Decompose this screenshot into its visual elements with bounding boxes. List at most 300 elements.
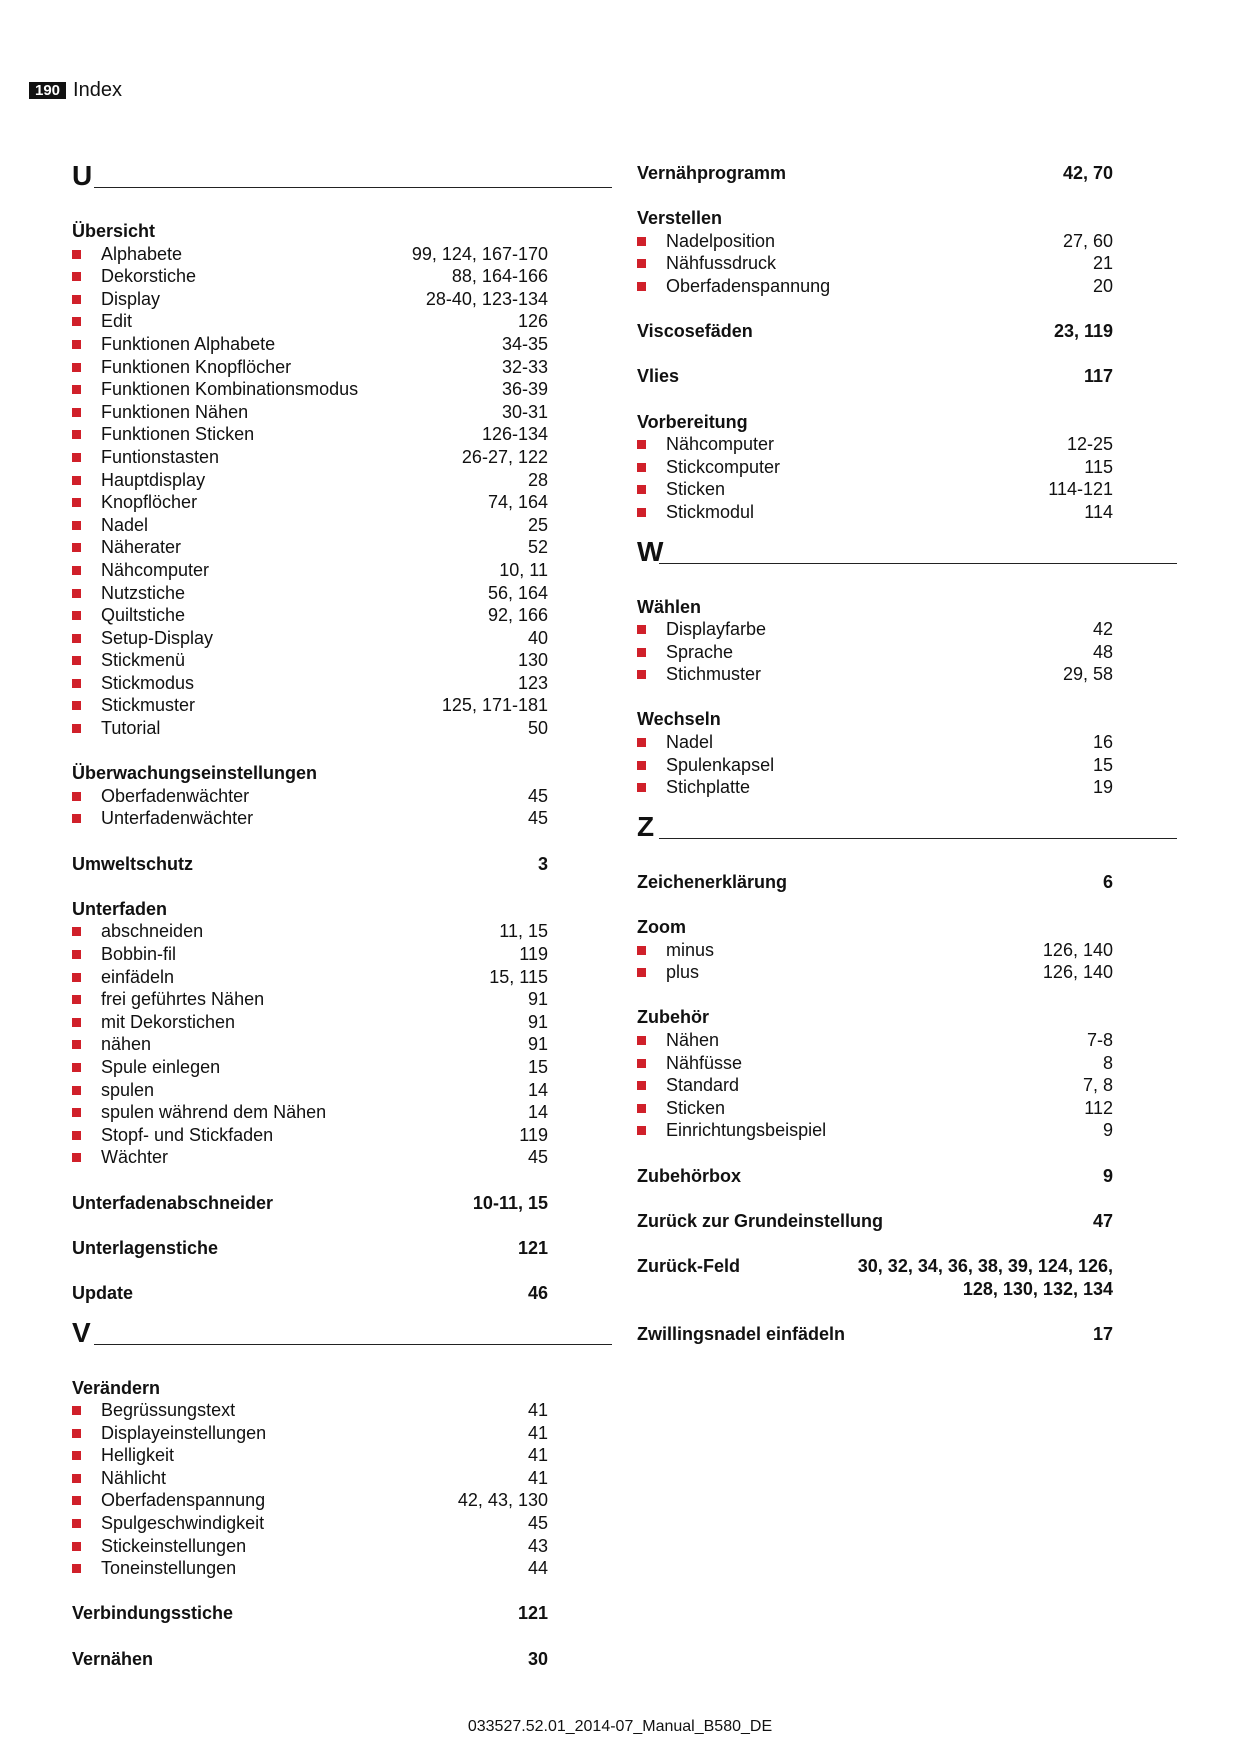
subentry-pages: 28: [527, 469, 548, 490]
subentry-label: nähen: [101, 1034, 152, 1055]
subentry-pages: 14: [527, 1102, 548, 1123]
bullet-square-icon: [72, 566, 81, 575]
subentry-pages: 88, 164-166: [451, 266, 548, 287]
subentry-label: Sticken: [666, 1097, 726, 1118]
subentry-pages: 48: [1092, 641, 1113, 662]
index-subentry: [72, 559, 548, 582]
letter-heading-z: [637, 810, 1177, 842]
bullet-square-icon: [72, 1086, 81, 1095]
subentry-label: Einrichtungsbeispiel: [666, 1120, 827, 1141]
subentry-label: Alphabete: [101, 243, 183, 264]
index-subentry: [72, 423, 548, 446]
bullet-square-icon: [72, 1564, 81, 1573]
subentry-pages: 43: [527, 1535, 548, 1556]
subentry-pages: 7-8: [1086, 1030, 1113, 1050]
index-subentry: [637, 433, 1113, 456]
bullet-square-icon: [637, 1104, 646, 1113]
index-subentry: [637, 252, 1113, 275]
subentry-pages: 45: [527, 1513, 548, 1534]
index-subentry: [637, 501, 1113, 524]
subentry-label: Nählicht: [101, 1467, 167, 1488]
subentry-pages: 21: [1092, 253, 1113, 274]
subentry-label: Näherater: [101, 537, 182, 558]
index-subentry: [637, 1029, 1113, 1052]
bullet-square-icon: [637, 1126, 646, 1135]
letter-heading-w: [637, 535, 1177, 567]
letter-rule: [94, 187, 612, 188]
subentry-label: frei geführtes Nähen: [101, 989, 265, 1010]
subentry-pages: 34-35: [501, 333, 548, 354]
subentry-label: Stichplatte: [666, 777, 751, 798]
index-subentry: [72, 1557, 548, 1580]
entry-title: Verbindungsstiche: [72, 1603, 234, 1624]
entry-title: Unterfadenabschneider: [72, 1192, 274, 1213]
bullet-square-icon: [72, 589, 81, 598]
subentry-label: Spulgeschwindigkeit: [101, 1513, 265, 1534]
index-subentry: [72, 446, 548, 469]
subentry-label: Funktionen Kombinationsmodus: [101, 379, 359, 400]
bullet-square-icon: [72, 476, 81, 485]
page-number: 190: [29, 82, 66, 99]
entry-wechseln: [637, 708, 1177, 798]
subentry-pages: 40: [527, 627, 548, 648]
index-subentry: [637, 776, 1113, 799]
bullet-square-icon: [72, 1519, 81, 1528]
bullet-square-icon: [72, 543, 81, 552]
entry-pages: 121: [517, 1237, 548, 1258]
subentry-label: spulen während dem Nähen: [101, 1102, 327, 1123]
sublist: [637, 618, 1177, 686]
subentry-pages: 119: [519, 1124, 548, 1145]
bullet-square-icon: [72, 634, 81, 643]
sublist: [72, 1399, 612, 1580]
entry-pages: 121: [517, 1603, 548, 1624]
subentry-pages: 15: [1092, 754, 1113, 775]
index-subentry: [72, 943, 548, 966]
letter-rule: [94, 1344, 612, 1345]
entry-pages: 23, 119: [1053, 321, 1113, 342]
entry-pages-line2: 128, 130, 132, 134: [962, 1278, 1113, 1299]
subentry-pages: 56, 164: [487, 582, 548, 603]
bullet-square-icon: [637, 237, 646, 246]
subentry-pages: 28-40, 123-134: [425, 288, 548, 309]
subentry-label: Stickeinstellungen: [101, 1535, 247, 1556]
entry-verstellen: [637, 207, 1177, 297]
subentry-pages: 119: [519, 944, 548, 964]
entry-vorbereitung: [637, 411, 1177, 524]
subentry-label: Nähfussdruck: [666, 253, 777, 274]
subentry-label: Funktionen Alphabete: [101, 333, 276, 354]
entry-title: Übersicht: [72, 221, 156, 241]
bullet-square-icon: [72, 1153, 81, 1162]
bullet-square-icon: [637, 463, 646, 472]
subentry-label: Hauptdisplay: [101, 469, 206, 490]
index-subentry: [637, 731, 1113, 754]
entry-title: Verändern: [72, 1377, 161, 1398]
entry-zurueck-grundeinstellung: [637, 1210, 1177, 1233]
subentry-label: Dekorstiche: [101, 266, 197, 287]
entry-title: Zurück zur Grundeinstellung: [637, 1210, 884, 1231]
subentry-label: Sprache: [666, 641, 734, 662]
subentry-pages: 12-25: [1066, 434, 1113, 455]
bullet-square-icon: [72, 453, 81, 462]
bullet-square-icon: [72, 1040, 81, 1049]
subentry-pages: 45: [527, 1147, 548, 1168]
subentry-label: Standard: [666, 1075, 740, 1096]
index-subentry: [72, 1079, 548, 1102]
subentry-pages: 44: [527, 1558, 548, 1579]
subentry-pages: 99, 124, 167-170: [411, 243, 548, 264]
index-subentry: [72, 401, 548, 424]
index-subentry: [72, 1146, 548, 1169]
subentry-pages: 42: [1092, 619, 1113, 640]
index-subentry: [72, 1422, 548, 1445]
subentry-label: Oberfadenwächter: [101, 785, 250, 806]
subentry-pages: 91: [527, 989, 548, 1010]
entry-vlies: [637, 365, 1177, 388]
bullet-square-icon: [637, 1036, 646, 1045]
entry-title: Viscosefäden: [637, 321, 753, 342]
entry-title: Überwachungseinstellungen: [72, 763, 318, 784]
subentry-label: Sticken: [666, 479, 726, 500]
entry-title: Zeichenerklärung: [637, 871, 788, 892]
subentry-label: mit Dekorstichen: [101, 1011, 236, 1032]
entry-zubehoer: [637, 1006, 1177, 1142]
sublist: [72, 243, 612, 740]
entry-update: [72, 1282, 612, 1305]
bullet-square-icon: [637, 282, 646, 291]
entry-veraendern: [72, 1377, 612, 1580]
subentry-pages: 25: [527, 514, 548, 535]
subentry-label: Funktionen Nähen: [101, 401, 249, 422]
sublist: [72, 920, 612, 1169]
bullet-square-icon: [72, 1474, 81, 1483]
entry-zurueck-feld: [637, 1255, 1177, 1300]
subentry-label: Stichmuster: [666, 664, 762, 685]
subentry-pages: 27, 60: [1062, 230, 1113, 251]
subentry-label: Helligkeit: [101, 1445, 175, 1466]
entry-unterfaden: [72, 898, 612, 1169]
subentry-pages: 74, 164: [487, 492, 548, 513]
subentry-pages: 41: [527, 1445, 548, 1466]
subentry-label: Nadel: [101, 514, 149, 535]
subentry-label: Nadelposition: [666, 230, 776, 251]
letter-heading-u: [72, 162, 612, 190]
index-subentry: [637, 1119, 1113, 1142]
subentry-label: Stickmuster: [101, 695, 196, 716]
subentry-label: Displayfarbe: [666, 619, 767, 640]
subentry-pages: 126, 140: [1042, 939, 1113, 960]
subentry-pages: 125, 171-181: [441, 695, 548, 716]
subentry-pages: 45: [527, 808, 548, 829]
footer-doc-id: 033527.52.01_2014-07_Manual_B580_DE: [467, 1718, 773, 1735]
index-subentry: [72, 356, 548, 379]
subentry-label: Oberfadenspannung: [666, 275, 831, 296]
subentry-label: Stickmenü: [101, 650, 186, 671]
bullet-square-icon: [72, 927, 81, 936]
entry-title: Unterlagenstiche: [72, 1237, 219, 1258]
entry-pages: 3: [537, 853, 548, 874]
entry-title: Vernähen: [72, 1648, 154, 1669]
subentry-pages: 32-33: [501, 356, 548, 377]
index-subentry: [637, 961, 1113, 984]
subentry-pages: 15, 115: [489, 966, 548, 987]
bullet-square-icon: [72, 950, 81, 959]
entry-zubehoerbox: [637, 1165, 1177, 1188]
subentry-pages: 114-121: [1048, 479, 1113, 500]
entry-title: Zubehör: [637, 1007, 709, 1028]
bullet-square-icon: [72, 1542, 81, 1551]
index-subentry: [637, 754, 1113, 777]
subentry-label: Funktionen Sticken: [101, 424, 255, 445]
bullet-square-icon: [72, 272, 81, 281]
bullet-square-icon: [637, 508, 646, 517]
index-subentry: [72, 966, 548, 989]
subentry-pages: 91: [527, 1034, 548, 1055]
index-subentry: [637, 641, 1113, 664]
index-subentry: [637, 1052, 1113, 1075]
index-subentry: [72, 1124, 548, 1147]
subentry-pages: 16: [1092, 732, 1113, 753]
index-subentry: [637, 478, 1113, 501]
index-subentry: [72, 469, 548, 492]
subentry-pages: 52: [527, 537, 548, 558]
index-subentry: [72, 1489, 548, 1512]
bullet-square-icon: [72, 295, 81, 304]
entry-pages: 42, 70: [1062, 163, 1113, 183]
entry-title: Verstellen: [637, 208, 723, 229]
index-subentry: [72, 1056, 548, 1079]
index-subentry: [72, 243, 548, 266]
subentry-pages: 114: [1084, 501, 1113, 522]
subentry-label: Wächter: [101, 1147, 169, 1168]
subentry-pages: 11, 15: [499, 921, 548, 942]
index-subentry: [72, 536, 548, 559]
entry-zeichenerklaerung: [637, 871, 1177, 894]
bullet-square-icon: [72, 792, 81, 801]
subentry-pages: 42, 43, 130: [457, 1490, 548, 1511]
letter-v: V: [72, 1316, 91, 1348]
subentry-pages: 91: [527, 1011, 548, 1032]
index-subentry: [72, 807, 548, 830]
entry-title: Zwillingsnadel einfädeln: [637, 1323, 846, 1344]
subentry-pages: 123: [517, 672, 548, 693]
bullet-square-icon: [637, 1059, 646, 1068]
subentry-pages: 45: [527, 785, 548, 806]
index-subentry: [72, 1512, 548, 1535]
subentry-pages: 29, 58: [1062, 664, 1113, 685]
entry-viscosefaeden: [637, 320, 1177, 343]
entry-waehlen: [637, 596, 1177, 686]
index-subentry: [72, 1399, 548, 1422]
bullet-square-icon: [72, 250, 81, 259]
subentry-pages: 41: [527, 1400, 548, 1421]
page-title: Index: [73, 78, 122, 101]
index-subentry: [72, 988, 548, 1011]
sublist: [637, 1029, 1177, 1142]
index-subentry: [72, 1444, 548, 1467]
entry-pages: 9: [1102, 1165, 1113, 1186]
index-subentry: [72, 1467, 548, 1490]
entry-title: Zurück-Feld: [637, 1255, 741, 1276]
entry-title: Vlies: [637, 366, 680, 387]
subentry-label: Spulenkapsel: [666, 754, 775, 775]
sublist: [72, 785, 612, 830]
index-column-right: [637, 162, 1177, 1368]
bullet-square-icon: [72, 724, 81, 733]
letter-heading-v: [72, 1316, 612, 1348]
subentry-label: Setup-Display: [101, 627, 214, 648]
subentry-label: Funktionen Knopflöcher: [101, 356, 292, 377]
bullet-square-icon: [72, 521, 81, 530]
subentry-pages: 8: [1102, 1052, 1113, 1073]
index-subentry: [72, 785, 548, 808]
bullet-square-icon: [72, 1108, 81, 1117]
subentry-label: Bobbin-fil: [101, 944, 177, 964]
subentry-label: Stickcomputer: [666, 456, 781, 477]
entry-title: Umweltschutz: [72, 853, 194, 874]
entry-unterfadenabschneider: [72, 1192, 612, 1215]
entry-title: Zoom: [637, 917, 686, 938]
subentry-label: Edit: [101, 311, 133, 332]
subentry-label: Begrüssungstext: [101, 1400, 236, 1421]
subentry-label: Nähcomputer: [666, 434, 775, 455]
index-subentry: [72, 920, 548, 943]
index-subentry: [72, 491, 548, 514]
subentry-pages: 7, 8: [1082, 1075, 1113, 1096]
bullet-square-icon: [637, 648, 646, 657]
index-subentry: [72, 265, 548, 288]
subentry-label: Nähfüsse: [666, 1052, 743, 1073]
index-subentry: [72, 582, 548, 605]
subentry-label: Stickmodul: [666, 501, 755, 522]
subentry-pages: 92, 166: [487, 605, 548, 626]
entry-ueberwachungseinstellungen: [72, 762, 612, 830]
bullet-square-icon: [72, 973, 81, 982]
bullet-square-icon: [72, 1018, 81, 1027]
index-subentry: [72, 333, 548, 356]
bullet-square-icon: [72, 1063, 81, 1072]
entry-zwillingsnadel: [637, 1323, 1177, 1346]
index-subentry: [72, 1101, 548, 1124]
index-subentry: [72, 649, 548, 672]
subentry-label: Quiltstiche: [101, 605, 186, 626]
bullet-square-icon: [72, 363, 81, 372]
sublist: [637, 939, 1177, 984]
subentry-label: Stickmodus: [101, 672, 195, 693]
subentry-pages: 115: [1084, 456, 1113, 477]
index-column-left: [72, 162, 612, 1693]
index-subentry: [72, 310, 548, 333]
bullet-square-icon: [637, 670, 646, 679]
subentry-pages: 9: [1102, 1120, 1113, 1141]
bullet-square-icon: [72, 408, 81, 417]
subentry-label: Stopf- und Stickfaden: [101, 1124, 274, 1145]
index-subentry: [72, 604, 548, 627]
entry-pages: 47: [1092, 1210, 1113, 1231]
subentry-label: einfädeln: [101, 966, 175, 987]
index-subentry: [637, 618, 1113, 641]
subentry-pages: 126-134: [481, 424, 548, 445]
letter-u: U: [72, 160, 93, 191]
letter-z: Z: [637, 810, 655, 842]
index-subentry: [72, 672, 548, 695]
subentry-pages: 126, 140: [1042, 962, 1113, 983]
entry-title: Vernähprogramm: [637, 163, 787, 183]
entry-verbindungsstiche: [72, 1602, 612, 1625]
bullet-square-icon: [72, 385, 81, 394]
entry-pages: 30: [527, 1648, 548, 1669]
subentry-pages: 41: [527, 1422, 548, 1443]
entry-title: Unterfaden: [72, 898, 168, 919]
subentry-pages: 20: [1092, 275, 1113, 296]
bullet-square-icon: [72, 1496, 81, 1505]
subentry-label: Displayeinstellungen: [101, 1422, 267, 1443]
subentry-pages: 30-31: [501, 401, 548, 422]
subentry-label: minus: [666, 939, 715, 960]
bullet-square-icon: [637, 485, 646, 494]
index-subentry: [637, 663, 1113, 686]
subentry-pages: 50: [527, 718, 548, 739]
index-subentry: [72, 627, 548, 650]
bullet-square-icon: [72, 498, 81, 507]
bullet-square-icon: [72, 1451, 81, 1460]
index-subentry: [637, 1097, 1113, 1120]
subentry-pages: 41: [527, 1467, 548, 1488]
subentry-label: Unterfadenwächter: [101, 808, 254, 829]
sublist: [637, 433, 1177, 523]
subentry-label: plus: [666, 962, 700, 983]
bullet-square-icon: [72, 679, 81, 688]
bullet-square-icon: [637, 738, 646, 747]
entry-vernaehprogramm: [637, 162, 1177, 185]
bullet-square-icon: [72, 1131, 81, 1140]
bullet-square-icon: [72, 340, 81, 349]
entry-title: Zubehörbox: [637, 1165, 741, 1186]
index-subentry: [637, 939, 1113, 962]
index-subentry: [72, 694, 548, 717]
sublist: [637, 731, 1177, 799]
entry-title: Wählen: [637, 596, 702, 617]
sublist: [637, 230, 1177, 298]
bullet-square-icon: [72, 317, 81, 326]
index-subentry: [72, 717, 548, 740]
entry-title: Update: [72, 1282, 134, 1303]
entry-unterlagenstiche: [72, 1237, 612, 1260]
index-subentry: [637, 456, 1113, 479]
subentry-pages: 15: [527, 1056, 548, 1077]
subentry-pages: 36-39: [501, 379, 548, 400]
entry-title: Vorbereitung: [637, 411, 748, 432]
subentry-label: Oberfadenspannung: [101, 1490, 266, 1511]
subentry-label: Nähcomputer: [101, 559, 210, 580]
bullet-square-icon: [637, 259, 646, 268]
index-subentry: [72, 288, 548, 311]
index-subentry: [72, 1535, 548, 1558]
index-subentry: [72, 1033, 548, 1056]
page-header: [29, 79, 122, 101]
bullet-square-icon: [72, 814, 81, 823]
subentry-pages: 126: [517, 311, 548, 332]
subentry-label: Toneinstellungen: [101, 1558, 237, 1579]
index-subentry: [637, 230, 1113, 253]
entry-zoom: [637, 916, 1177, 984]
subentry-pages: 14: [527, 1079, 548, 1100]
entry-pages: 10-11, 15: [472, 1192, 548, 1213]
entry-uebersicht: [72, 220, 612, 740]
subentry-label: spulen: [101, 1079, 155, 1100]
entry-pages-line1: 30, 32, 34, 36, 38, 39, 124, 126,: [857, 1255, 1113, 1276]
